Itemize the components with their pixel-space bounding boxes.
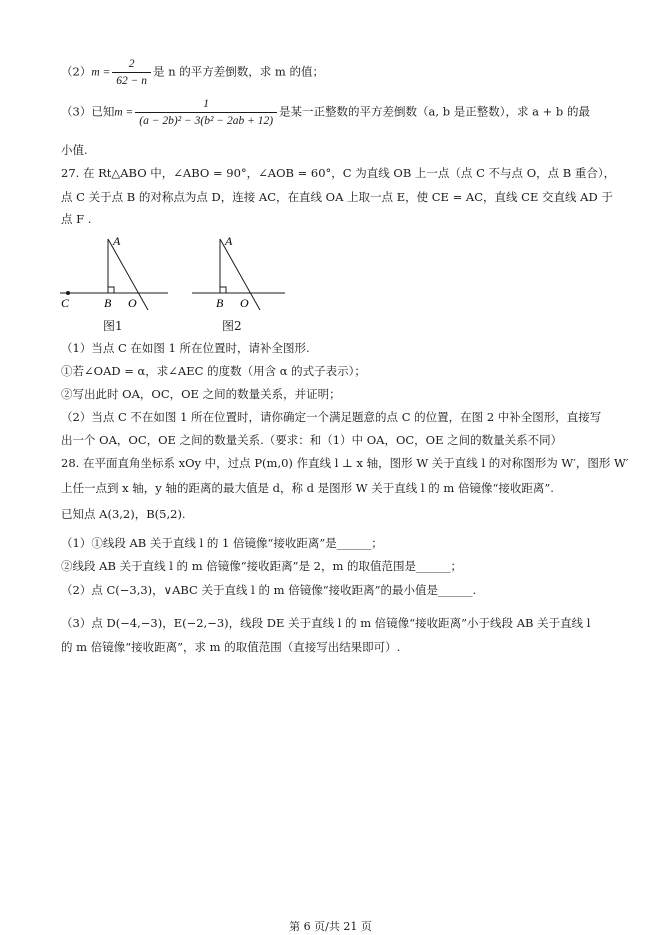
q26-part2-label: （2） [61,64,92,79]
q27-part2-a: （2）当点 C 不在如图 1 所在位置时，请你确定一个满足题意的点 C 的位置，在图 2 中补全图形，直接写 [61,410,602,424]
q28-part3-a: （3）点 D(−4,−3)，E(−2,−3)，线段 DE 关于直线 l 的 m 倍镜像“接收距离”小于线段 AB 关于直线 l [61,616,591,630]
fig2-label-o: O [240,296,249,310]
q28-part2: （2）点 C(−3,3)，∨ABC 关于直线 l 的 m 倍镜像“接收距离”的最小值是______. [61,583,477,597]
q27-stem-1: 27. 在 Rt△ABO 中，∠ABO = 90°，∠AOB = 60°，C 为直线 OB 上一点（点 C 不与点 O，点 B 重合）， [61,166,616,180]
q27-figure-2-caption: 图2 [222,319,242,333]
q26-part2-fraction [112,56,151,89]
q28-part1-ii: ②线段 AB 关于直线 l 的 m 倍镜像“接收距离”是 2，m 的取值范围是______； [61,559,463,573]
q27-part1-i: ①若∠OAD = α，求∠AEC 的度数（用含 α 的式子表示）； [61,364,366,378]
q28-known: 已知点 A(3,2)，B(5,2). [61,507,186,521]
q26-part3-lhs: m = [114,106,134,119]
q26-part2-denominator: 62 − n [116,75,148,87]
q27-figure-1-diagram [58,232,173,312]
q27-stem-3: 点 F . [61,212,92,226]
q27-part1-ii: ②写出此时 OA，OC，OE 之间的数量关系，并证明； [61,387,341,401]
fig1-label-a: A [113,234,121,248]
q27-part2-b: 出一个 OA，OC，OE 之间的数量关系.（要求：和（1）中 OA，OC，OE 之间的数量关系不同） [61,433,563,447]
page-footer: 第 6 页/共 21 页 [289,920,372,933]
q26-part3 [61,96,590,129]
q27-figure-2-diagram [190,232,290,312]
q27-figure-2 [190,232,290,342]
q28-stem-1: 28. 在平面直角坐标系 xOy 中，过点 P(m,0) 作直线 l ⊥ x 轴，图形 W 关于直线 l 的对称图形为 W′，图形 W′ [61,456,629,470]
fig2-label-a: A [225,234,233,248]
q27-figure-1-caption: 图1 [103,319,123,333]
q26-part3-denominator: (a − 2b)² − 3(b² − 2ab + 12) [139,115,274,127]
q27-stem-2: 点 C 关于点 B 的对称点为点 D，连接 AC，在直线 OA 上取一点 E，使 CE = AC，直线 CE 交直线 AD 于 [61,190,613,204]
q26-part3-numerator: 1 [135,96,277,113]
q28-stem-2: 上任一点到 x 轴，y 轴的距离的最大值是 d，称 d 是图形 W 关于直线 l 的 m 倍镜像“接收距离”. [61,481,554,495]
q26-part3-fraction [135,96,277,129]
q28-part3-b: 的 m 倍镜像“接收距离”，求 m 的取值范围（直接写出结果即可）. [61,640,401,654]
q27-figure-1 [58,232,173,342]
q26-part2-numerator: 2 [112,56,151,73]
q26-part2 [61,56,324,89]
q28-part1-i: （1）①线段 AB 关于直线 l 的 1 倍镜像“接收距离”是______； [61,536,383,550]
fig1-label-c: C [61,296,70,310]
q26-part2-lhs: m = [91,66,111,79]
fig2-right-angle-mark [220,287,226,293]
fig1-point-c [66,291,70,295]
q26-part3-label: （3）已知 [61,104,115,119]
fig1-right-angle-mark [108,287,114,293]
fig1-label-b: B [104,296,112,310]
q26-part3-cont: 小值. [61,143,88,157]
q26-part3-text: 是某一正整数的平方差倒数（a, b 是正整数），求 a + b 的最 [279,104,590,119]
q26-part2-text: 是 n 的平方差倒数，求 m 的值； [153,64,324,79]
q27-part1: （1）当点 C 在如图 1 所在位置时，请补全图形. [61,341,310,355]
fig2-label-b: B [216,296,224,310]
fig1-label-o: O [128,296,137,310]
